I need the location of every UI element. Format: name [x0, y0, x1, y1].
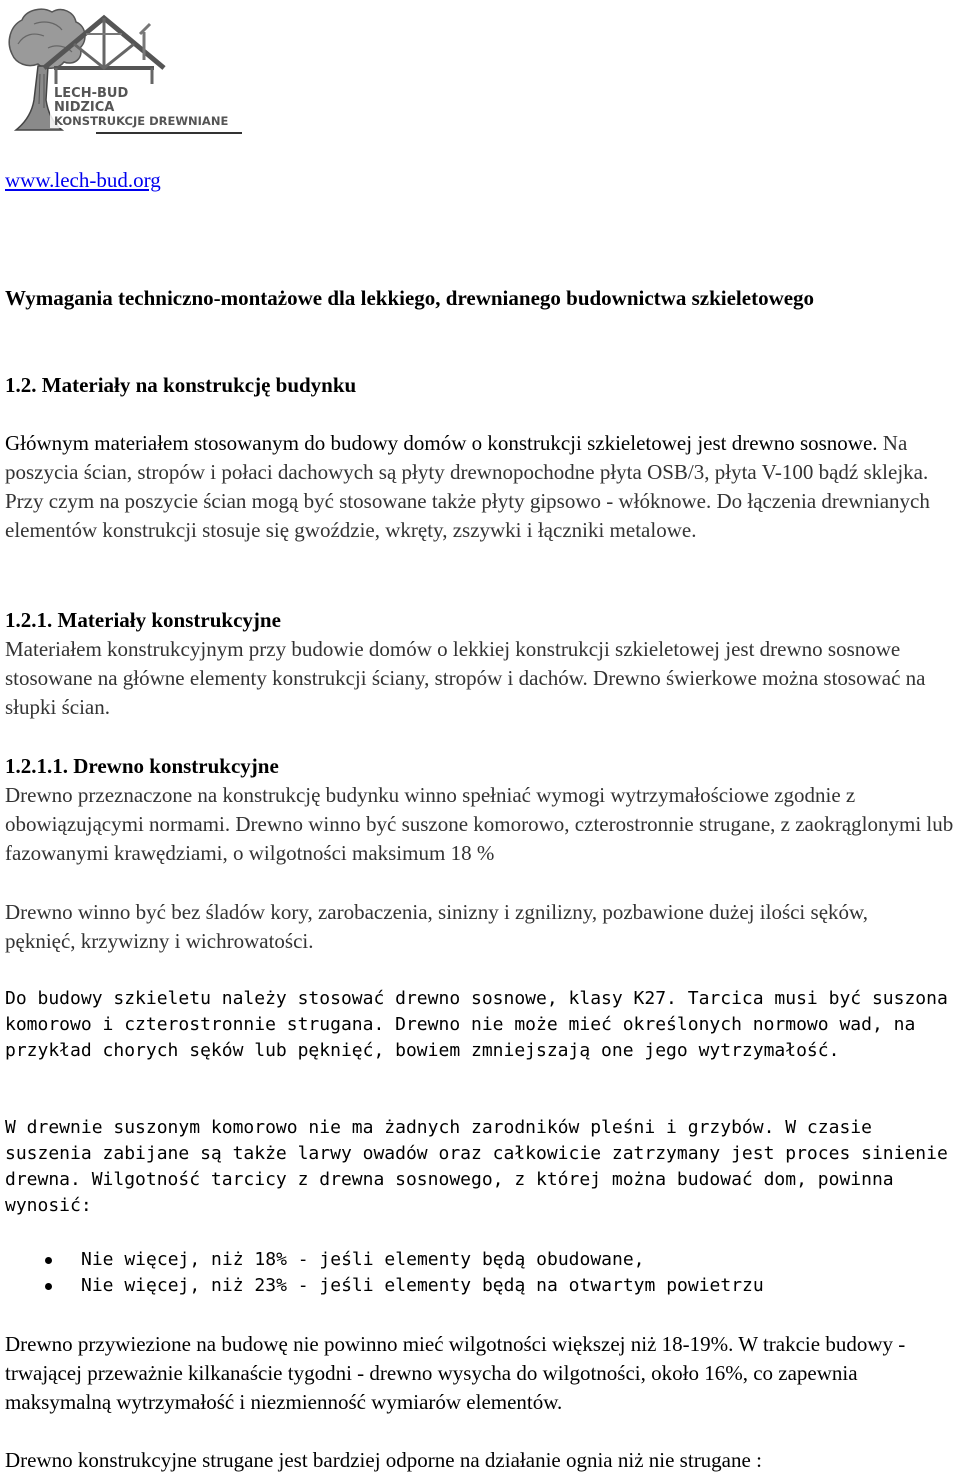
- document-title: Wymagania techniczno-montażowe dla lekkiego, drewnianego budownictwa szkieletowego: [5, 286, 815, 310]
- list-item: Nie więcej, niż 23% - jeśli elementy będą na otwartym powietrzu: [0, 1273, 960, 1299]
- bullet-icon: [45, 1283, 52, 1290]
- company-logo: [4, 4, 266, 136]
- final-paragraph-2: Drewno konstrukcyjne strugane jest bardziej odporne na działanie ognia niż nie strugane :: [5, 1448, 762, 1472]
- section-heading-1-2: 1.2. Materiały na konstrukcję budynku: [5, 373, 357, 397]
- section-1-2-1-1-paragraph-2: Drewno winno być bez śladów kory, zarobaczenia, sinizny i zgnilizny, pozbawione dużej ilości sęków, pęknięć, krzywizny i wichrowatości.: [5, 900, 869, 953]
- section-1-2-text-a: Głównym materiałem stosowanym do budowy domów o konstrukcji szkieletowej jest drewno sosnowe.: [5, 431, 878, 455]
- section-1-2-1: [5, 606, 960, 722]
- logo-line-1: LECH-BUD: [54, 86, 129, 101]
- section-1-2-text-b: Na poszycia ścian, stropów i połaci dachowych są płyty drewnopochodne płyta OSB/3, płyta V-100 bądź sklejka. Przy czym na poszycie ścian mogą być stosowane także płyty gipsowo - włóknowe. Do łączenia drewnianych elementów konstrukcji stosuje się gwoździe, wkręty, zszywki i łączniki metalowe.: [5, 431, 930, 542]
- moisture-bullet-list: [0, 1247, 960, 1299]
- section-1-2-paragraph: [5, 429, 960, 545]
- section-heading-1-2-1: 1.2.1. Materiały konstrukcyjne: [5, 608, 281, 632]
- section-1-2-1-body: Materiałem konstrukcyjnym przy budowie domów o lekkiej konstrukcji szkieletowej jest drewno sosnowe stosowane na główne elementy konstrukcji ściany, stropów i dachów. Drewno świerkowe można stosować na słupki ścian.: [5, 637, 926, 719]
- mono-paragraph-1: Do budowy szkieletu należy stosować drewno sosnowe, klasy K27. Tarcica musi być suszona komorowo i czterostronnie strugana. Drewno nie może mieć określonych normowo wad, na przykład chorych sęków lub pęknięć, bowiem zmniejszają one jego wytrzymałość.: [5, 988, 948, 1061]
- website-link[interactable]: www.lech-bud.org: [5, 168, 161, 192]
- section-1-2-1-1: [5, 752, 960, 868]
- section-heading-1-2-1-1: 1.2.1.1. Drewno konstrukcyjne: [5, 754, 279, 778]
- bullet-icon: [45, 1257, 52, 1264]
- mono-paragraph-2: W drewnie suszonym komorowo nie ma żadnych zarodników pleśni i grzybów. W czasie suszenia zabijane są także larwy owadów oraz całkowicie zatrzymany jest proces sinienie drewna. Wilgotność tarcicy z drewna sosnowego, z której można budować dom, powinna wynosić:: [5, 1117, 948, 1216]
- logo-line-3: KONSTRUKCJE DREWNIANE: [54, 114, 229, 128]
- final-paragraph-1: Drewno przywiezione na budowę nie powinno mieć wilgotności większej niż 18-19%. W trakcie budowy - trwającej przeważnie kilkanaście tygodni - drewno wysycha do wilgotności, około 16%, co zapewnia maksymalną wytrzymałość i niezmienność wymiarów elementów.: [5, 1332, 906, 1414]
- logo-line-2: NIDZICA: [54, 100, 115, 115]
- logo-underline: [96, 132, 242, 134]
- section-1-2-1-1-paragraph-1: Drewno przeznaczone na konstrukcję budynku winno spełniać wymogi wytrzymałościowe zgodnie z obowiązującymi normami. Drewno winno być suszone komorowo, czterostronnie strugane, z zaokrąglonymi lub fazowanymi krawędziami, o wilgotności maksimum 18 %: [5, 783, 954, 865]
- list-item: Nie więcej, niż 18% - jeśli elementy będą obudowane,: [0, 1247, 960, 1273]
